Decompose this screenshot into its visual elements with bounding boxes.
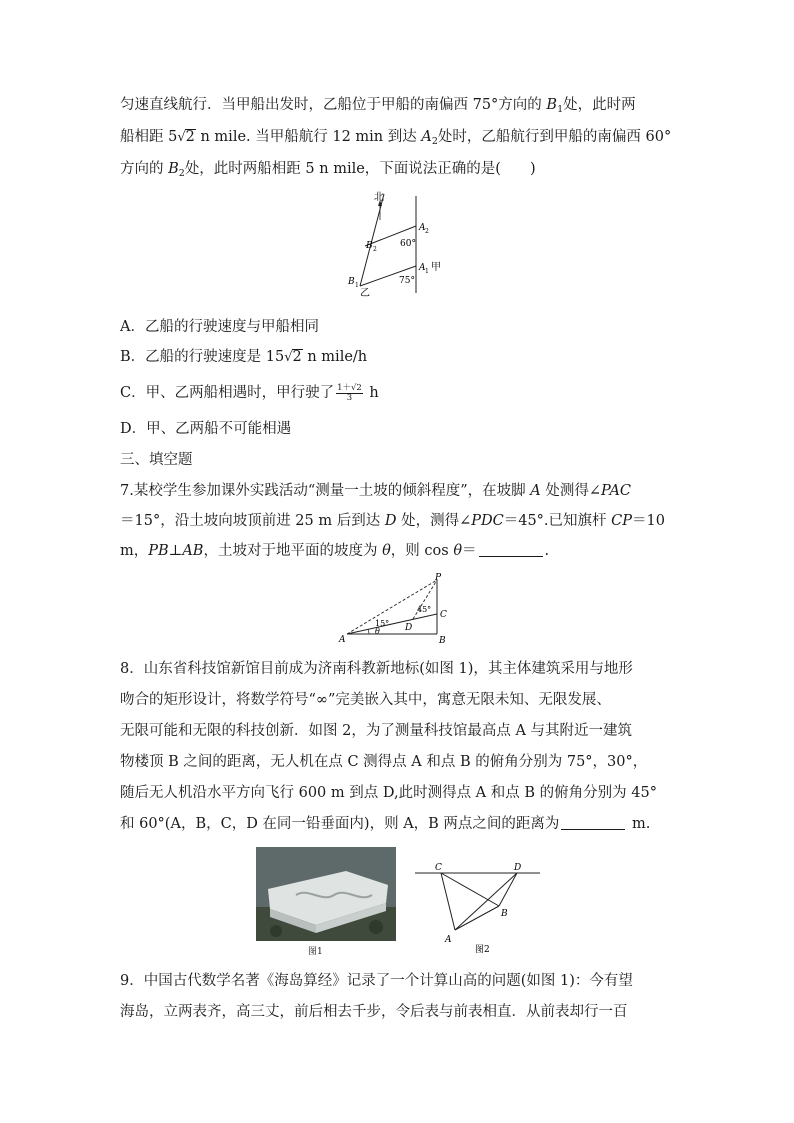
q9-line-2: 海岛，立两表齐，高三丈，前后相去千步，令后表与前表相直．从前表却行一百 (120, 1004, 628, 1020)
svg-text:15°: 15° (375, 619, 390, 628)
q6-option-d: D．甲、乙两船不可能相遇 (120, 421, 292, 437)
q8-line-3: 无限可能和无限的科技创新．如图 2，为了测量科技馆最高点 A 与其附近一建筑 (120, 723, 633, 739)
q8-line-6: 和 60°(A，B，C，D 在同一铅垂面内)，则 A，B 两点之间的距离为 m. (120, 816, 651, 832)
svg-text:图2: 图2 (475, 945, 490, 955)
svg-text:B: B (366, 241, 373, 251)
q7-line-1: 7.某校学生参加课外实践活动“测量一土坡的倾斜程度”，在坡脚 A 处测得∠PAC (120, 483, 632, 499)
q8-line-4: 物楼顶 B 之间的距离，无人机在点 C 测得点 A 和点 B 的俯角分别为 75°，30°， (120, 754, 648, 770)
svg-text:P: P (435, 573, 442, 583)
q8-line-2: 吻合的矩形设计，将数学符号“∞”完美嵌入其中，寓意无限未知、无限发展、 (120, 692, 611, 708)
svg-text:C: C (435, 863, 442, 873)
svg-text:B: B (501, 909, 508, 919)
svg-text:2: 2 (373, 246, 377, 253)
q7-line-2: ＝15°，沿土坡向坡顶前进 25 m 后到达 D 处，测得∠PDC＝45°.已知旗杆 CP＝10 (120, 513, 665, 529)
q6-line-2: 船相距 5√2 n mile. 当甲船航行 12 min 到达 $A_2$处时，乙船航行到甲船的南偏西 60° (120, 129, 672, 147)
q7-answer-blank[interactable] (479, 542, 543, 557)
q8-answer-blank[interactable] (561, 815, 625, 830)
section-heading: 三、填空题 (120, 452, 193, 468)
q9-line-1: 9．中国古代数学名著《海岛算经》记录了一个计算山高的问题(如图 1)：今有望 (120, 973, 633, 989)
svg-text:45°: 45° (417, 605, 432, 614)
svg-text:A: A (419, 223, 426, 233)
svg-text:θ: θ (375, 627, 380, 636)
q8-line-1: 8．山东省科技馆新馆目前成为济南科教新地标(如图 1)，其主体建筑采用与地形 (120, 661, 633, 677)
q7-line-3: m，PB⊥AB，土坡对于地平面的坡度为 θ，则 cos θ＝ . (120, 543, 550, 559)
svg-text:北: 北 (374, 192, 384, 203)
svg-text:A: A (445, 935, 452, 945)
q8-figure-2 (415, 858, 545, 958)
svg-text:1: 1 (355, 282, 359, 289)
q6-option-b: B．乙船的行驶速度是 15√2 n mile/h (120, 349, 368, 365)
svg-text:75°: 75° (399, 276, 415, 286)
q6-option-a: A．乙船的行驶速度与甲船相同 (120, 319, 319, 335)
q8-line-5: 随后无人机沿水平方向飞行 600 m 到点 D,此时测得点 A 和点 B 的俯角分别为 45° (120, 785, 657, 801)
svg-text:2: 2 (425, 228, 429, 235)
svg-text:甲: 甲 (431, 262, 441, 273)
svg-text:B: B (439, 636, 446, 646)
svg-text:1: 1 (425, 268, 429, 275)
svg-text:D: D (405, 623, 413, 633)
q6-line-1: 匀速直线航行．当甲船出发时，乙船位于甲船的南偏西 75°方向的 $B_1$处，此时两 (120, 97, 636, 115)
fig1-caption: 图1 (308, 947, 323, 957)
q6-figure (340, 188, 460, 298)
svg-text:A: A (419, 263, 426, 273)
science-museum-photo (256, 847, 396, 941)
q6-option-c: C．甲、乙两船相遇时，甲行驶了 $\frac{1+√2}{3}$ h (120, 382, 379, 403)
svg-text:乙: 乙 (360, 288, 370, 298)
svg-text:D: D (514, 863, 522, 873)
q6-line-3: 方向的 $B_2$处，此时两船相距 5 n mile，下面说法正确的是( ) (120, 161, 536, 179)
svg-text:60°: 60° (400, 239, 416, 249)
svg-text:A: A (339, 635, 346, 645)
q7-figure (335, 572, 465, 646)
svg-text:B: B (348, 277, 355, 287)
svg-text:C: C (440, 610, 447, 620)
